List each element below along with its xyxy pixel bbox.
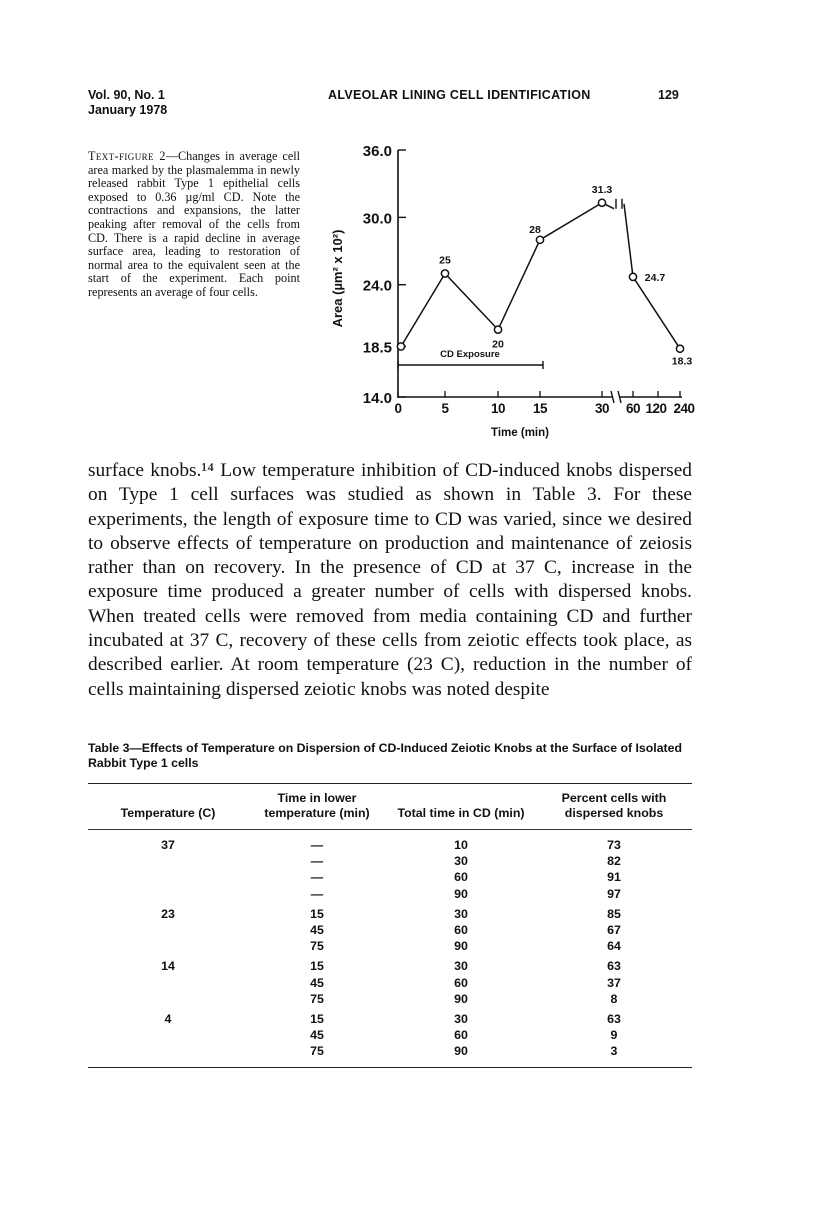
table-cell: 45 xyxy=(310,975,324,990)
body-paragraph: surface knobs.¹⁴ Low temperature inhibition of CD-induced knobs dispersed on Type 1 cell surfaces was studied as shown in Table 3. For these experiments, the length of exposure time to CD was varied, since we desired to observe effects of temperature on production and maintenance of zeiosis rather than on recovery. In the presence of CD at 37 C, increase in the exposure time produced a greater number of cells with dispersed knobs. When treated cells were removed from media containing CD and further incubated at 37 C, recovery of these cells from zeiotic effects took place, as described earlier. At room temperature (23 C), reduction in the number of cells maintaining dispersed zeiotic knobs was noted despite xyxy=(88,460,692,700)
table-row xyxy=(88,954,692,974)
table-cell xyxy=(88,853,248,869)
figure-caption xyxy=(88,150,300,300)
table-row xyxy=(88,869,692,885)
table-cell: 90 xyxy=(454,886,468,901)
table-cell: 15 xyxy=(310,906,324,921)
table-cell xyxy=(88,922,248,938)
table-cell: 30 xyxy=(454,1012,468,1027)
series-line-segment xyxy=(445,274,498,330)
table-header-row xyxy=(88,784,692,830)
figure-caption-label: Text-figure 2 xyxy=(88,149,166,163)
table-cell: 8 xyxy=(610,991,618,1006)
table-row xyxy=(88,1027,692,1043)
series-line-segment xyxy=(624,204,633,277)
figure-caption-text: —Changes in average cell area marked by the plasmalemma in newly released rabbit Type 1 epithelial cells exposed to 0.36 µg/ml CD. Note the contractions and expansions, the latter peaking after removal of the cells from CD. There is a rapid decline in average surface area, leading to restoration of normal area to the equivalent seen at the start of the experiment. Each point represents an average of four cells. xyxy=(88,149,301,299)
table-cell: 90 xyxy=(454,939,468,954)
data-point-label: 31.3 xyxy=(591,183,613,196)
table-header-cell: Total time in CD (min) xyxy=(386,784,536,830)
table-row xyxy=(88,1007,692,1027)
data-point-label: 20 xyxy=(492,338,504,351)
y-tick-label: 24.0 xyxy=(362,277,392,295)
series-line-segment xyxy=(401,274,445,347)
data-point-label: 28 xyxy=(529,223,541,236)
table-row xyxy=(88,975,692,991)
table-cell xyxy=(88,1043,248,1067)
table-cell xyxy=(88,1027,248,1043)
x-axis-title: Time (min) xyxy=(491,427,549,439)
data-point xyxy=(536,236,543,243)
series-line-segment xyxy=(540,203,602,240)
table-cell: 9 xyxy=(610,1028,618,1043)
table-cell: 82 xyxy=(607,854,621,869)
series-line-segment xyxy=(498,240,540,330)
table-row xyxy=(88,830,692,854)
data-point xyxy=(629,273,636,280)
x-tick-label: 5 xyxy=(441,401,449,416)
x-tick-label: 30 xyxy=(594,401,610,416)
y-tick-label: 30.0 xyxy=(362,210,392,228)
y-tick-label: 14.0 xyxy=(362,390,392,407)
area-over-time-chart xyxy=(320,140,700,440)
table-cell: 3 xyxy=(536,1043,692,1067)
table-cell: 15 xyxy=(310,959,324,974)
table-row xyxy=(88,902,692,922)
table-cell xyxy=(88,886,248,902)
data-point-label: 18.3 xyxy=(671,355,693,368)
data-point-label: 24.7 xyxy=(644,271,666,284)
table-cell: 75 xyxy=(248,1043,386,1067)
issue-date: January 1978 xyxy=(88,103,168,117)
table-cell: 23 xyxy=(161,906,175,921)
table-cell: 73 xyxy=(607,838,621,852)
table-cell: 64 xyxy=(607,939,621,954)
table-row xyxy=(88,1043,692,1067)
data-point xyxy=(441,270,448,277)
x-tick-label: 240 xyxy=(673,401,695,416)
x-tick-label: 60 xyxy=(625,401,641,416)
x-tick-label: 120 xyxy=(645,401,667,416)
y-tick-label: 36.0 xyxy=(362,143,392,160)
page-number: 129 xyxy=(658,88,679,102)
table-cell: — xyxy=(310,854,324,869)
x-tick-label: 15 xyxy=(532,401,548,416)
table-cell: 75 xyxy=(310,939,324,954)
table-cell: 97 xyxy=(607,886,621,901)
table-cell: 45 xyxy=(310,923,324,938)
table-header-cell: Percent cells with dispersed knobs xyxy=(536,784,692,830)
table-row xyxy=(88,886,692,902)
table-cell: 75 xyxy=(310,991,324,1006)
table-cell xyxy=(88,869,248,885)
table-cell: 60 xyxy=(454,1028,468,1043)
x-tick-label: 0 xyxy=(394,401,402,416)
table-cell: 90 xyxy=(454,991,468,1006)
table-cell: 67 xyxy=(607,923,621,938)
cd-exposure-label: CD Exposure xyxy=(440,349,500,360)
table-cell: 14 xyxy=(161,959,175,974)
table-cell: 63 xyxy=(607,1012,621,1027)
table-row xyxy=(88,922,692,938)
table-cell: — xyxy=(310,886,324,901)
x-tick-label: 10 xyxy=(490,401,506,416)
table-cell: 37 xyxy=(161,838,175,852)
table-title: Table 3—Effects of Temperature on Dispersion of CD-Induced Zeiotic Knobs at the Surface of Isolated Rabbit Type 1 cells xyxy=(88,741,682,770)
running-title: ALVEOLAR LINING CELL IDENTIFICATION xyxy=(328,88,591,102)
table-cell: 30 xyxy=(454,906,468,921)
data-point xyxy=(598,199,605,206)
table-cell: 30 xyxy=(454,959,468,974)
table-row xyxy=(88,991,692,1007)
data-point xyxy=(494,326,501,333)
table-cell xyxy=(88,991,248,1007)
table-cell: 60 xyxy=(454,870,468,885)
body-text xyxy=(88,459,692,702)
table-cell: 85 xyxy=(607,906,621,921)
table-cell xyxy=(88,975,248,991)
y-axis-title: Area (µm² x 10²) xyxy=(330,229,345,328)
data-point xyxy=(676,345,683,352)
table-cell: 63 xyxy=(607,959,621,974)
table-cell: 60 xyxy=(454,975,468,990)
table-cell: 90 xyxy=(386,1043,536,1067)
table-cell: 91 xyxy=(607,870,621,885)
table-cell: 60 xyxy=(454,923,468,938)
table-cell: 10 xyxy=(454,838,468,852)
table-cell: 15 xyxy=(310,1012,324,1027)
table-cell: — xyxy=(310,838,324,852)
series-line-segment xyxy=(633,277,680,349)
volume-label: Vol. 90, No. 1 xyxy=(88,88,165,102)
y-tick-label: 18.5 xyxy=(362,339,392,357)
data-point xyxy=(397,343,404,350)
temperature-table xyxy=(88,783,692,1068)
table-cell: 37 xyxy=(607,975,621,990)
table-cell: 30 xyxy=(454,854,468,869)
table-cell: 4 xyxy=(164,1012,172,1027)
data-point-label: 25 xyxy=(439,254,451,267)
table-row xyxy=(88,853,692,869)
table-cell xyxy=(88,938,248,954)
table-cell: — xyxy=(310,870,324,885)
table-body xyxy=(88,830,692,1068)
journal-volume-header xyxy=(88,88,167,118)
table-row xyxy=(88,938,692,954)
table-header-cell: Time in lower temperature (min) xyxy=(248,784,386,830)
table-header-cell: Temperature (C) xyxy=(88,784,248,830)
table-cell: 45 xyxy=(310,1028,324,1043)
